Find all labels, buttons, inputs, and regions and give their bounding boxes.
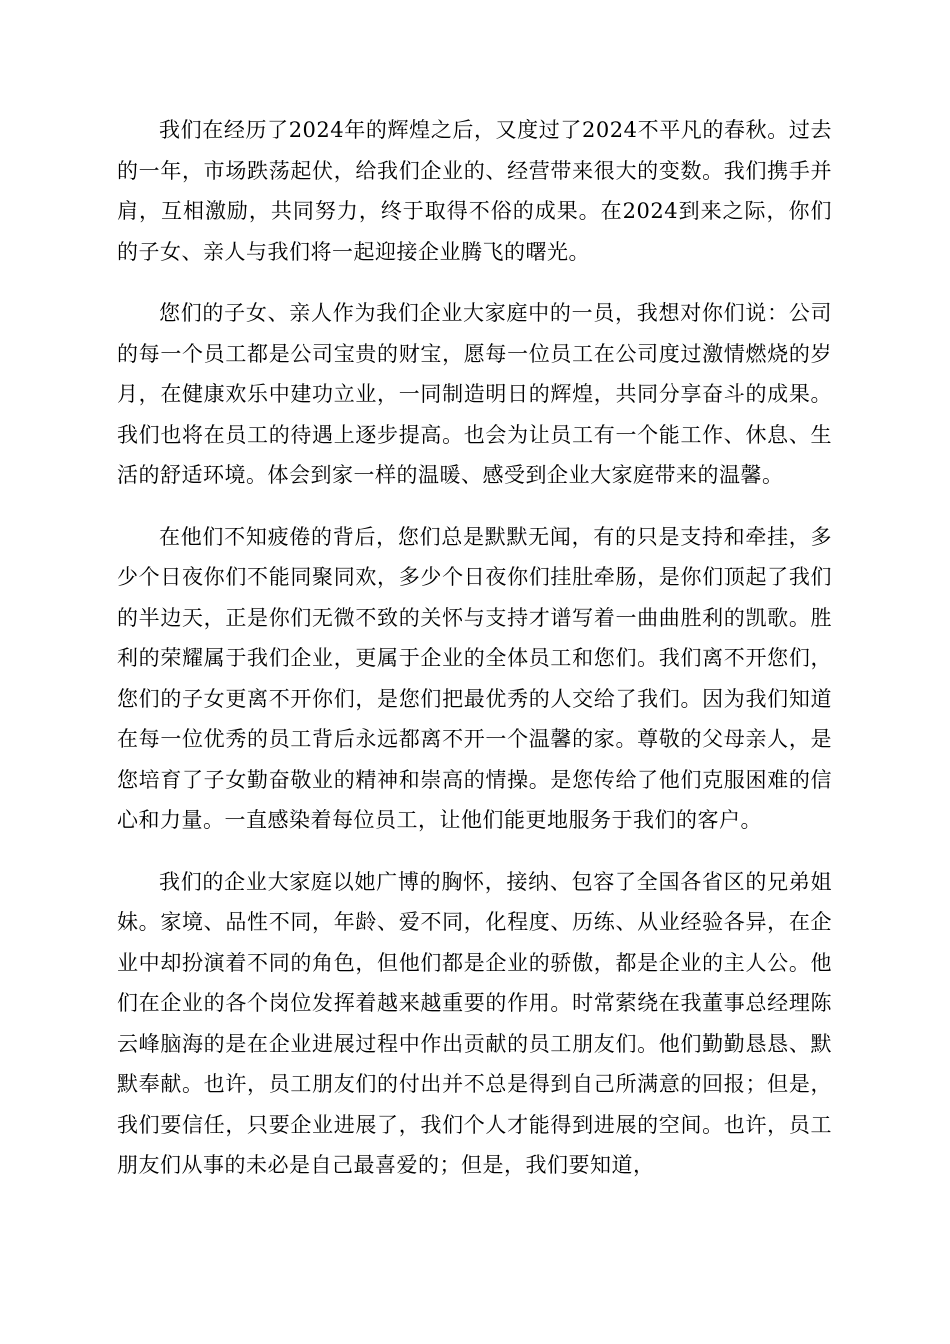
document-body: [117, 110, 832, 1207]
paragraph-2: 您们的子女、亲人作为我们企业大家庭中的一员，我想对你们说：公司的每一个员工都是公司宝贵的财宝，愿每一位员工在公司度过激情燃烧的岁月，在健康欢乐中建功立业，一同制造明日的辉煌，共同分享奋斗的成果。我们也将在员工的待遇上逐步提高。也会为让员工有一个能工作、休息、生活的舒适环境。体会到家一样的温暖、感受到企业大家庭带来的温馨。: [117, 301, 832, 487]
paragraph-4: 我们的企业大家庭以她广博的胸怀，接纳、包容了全国各省区的兄弟姐妹。家境、品性不同，年龄、爱不同，化程度、历练、从业经验各异，在企业中却扮演着不同的角色，但他们都是企业的骄傲，都是企业的主人公。他们在企业的各个岗位发挥着越来越重要的作用。时常萦绕在我董事总经理陈云峰脑海的是在企业进展过程中作出贡献的员工朋友们。他们勤勤恳恳、默默奉献。也许，员工朋友们的付出并不总是得到自己所满意的回报；但是，我们要信任，只要企业进展了，我们个人才能得到进展的空间。也许，员工朋友们从事的未必是自己最喜爱的；但是，我们要知道，: [117, 869, 832, 1177]
paragraph-3: 在他们不知疲倦的背后，您们总是默默无闻，有的只是支持和牵挂，多少个日夜你们不能同聚同欢，多少个日夜你们挂肚牵肠，是你们顶起了我们的半边天，正是你们无微不致的关怀与支持才谱写着一曲曲胜利的凯歌。胜利的荣耀属于我们企业，更属于企业的全体员工和您们。我们离不开您们，您们的子女更离不开你们，是您们把最优秀的人交给了我们。因为我们知道在每一位优秀的员工背后永远都离不开一个温馨的家。尊敬的父母亲人，是您培育了子女勤奋敬业的精神和崇高的情操。是您传给了他们克服困难的信心和力量。一直感染着每位员工，让他们能更地服务于我们的客户。: [117, 524, 832, 832]
paragraph-1: 我们在经历了2024年的辉煌之后，又度过了2024不平凡的春秋。过去的一年，市场跌荡起伏，给我们企业的、经营带来很大的变数。我们携手并肩，互相激励，共同努力，终于取得不俗的成果。在2024到来之际，你们的子女、亲人与我们将一起迎接企业腾飞的曙光。: [117, 118, 832, 264]
